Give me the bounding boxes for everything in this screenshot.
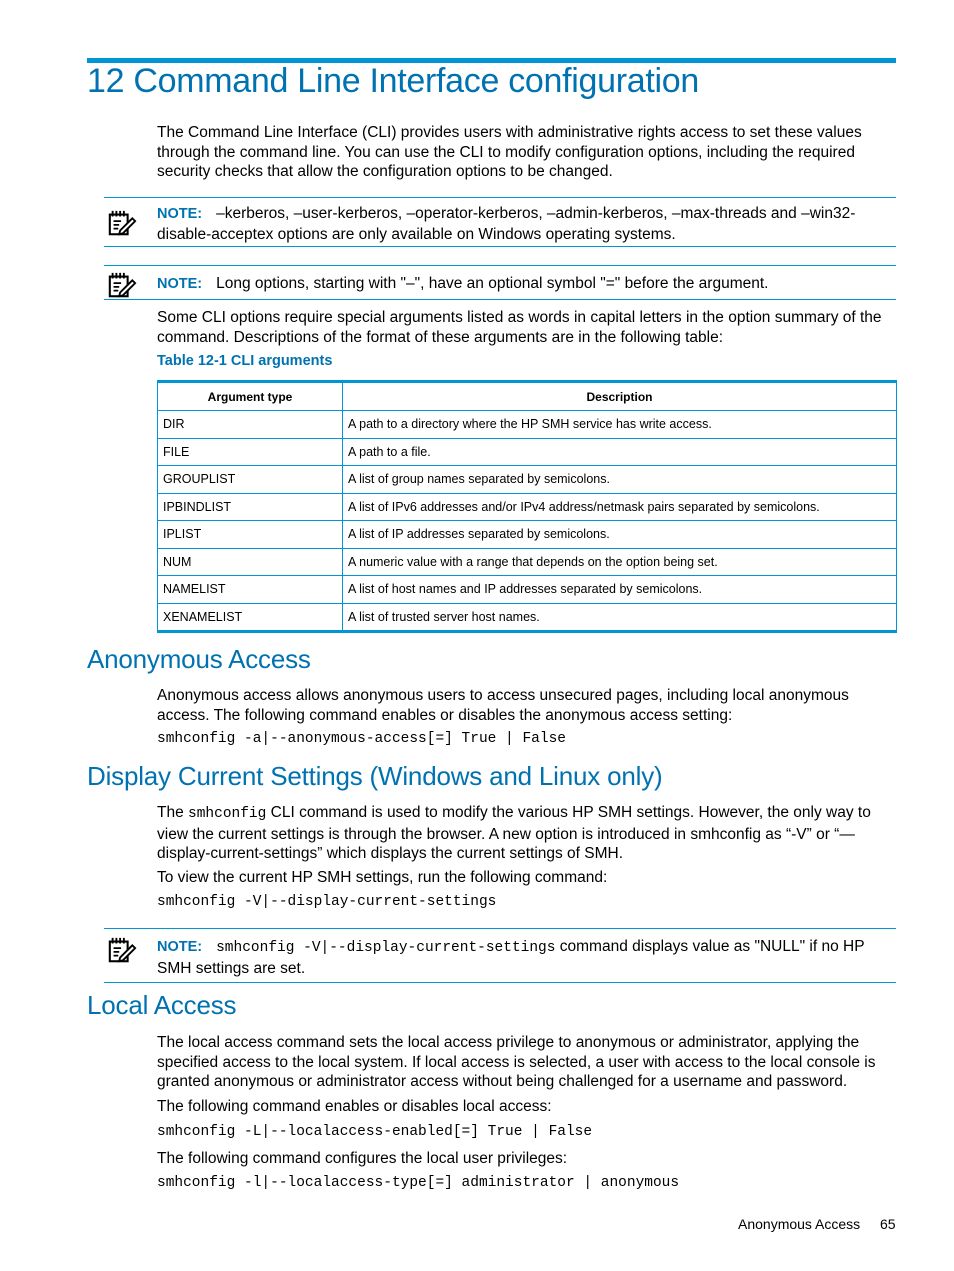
table-row xyxy=(158,548,897,576)
note-icon xyxy=(107,935,137,965)
local-privileges-command: smhconfig -l|--localaccess-type[=] administrator | anonymous xyxy=(157,1175,680,1191)
note-text: command displays value as "NULL" if no HP SMH settings are set. xyxy=(157,938,865,977)
display-settings-command: smhconfig -V|--display-current-settings xyxy=(157,894,497,910)
argument-type-cell: NUM xyxy=(158,548,343,576)
text-segment: CLI command is used to modify the various HP SMH settings. However, the only way to view the current settings is through the browser. A new option is introduced in smhconfig as “-V” or “—display-current-settings” which displays the current settings of SMH. xyxy=(157,804,871,862)
local-access-text-2: The following command enables or disables local access: xyxy=(157,1098,552,1115)
note-label: NOTE: xyxy=(157,939,203,955)
description-cell: A path to a file. xyxy=(343,438,897,466)
argument-type-cell: DIR xyxy=(158,411,343,439)
description-cell: A path to a directory where the HP SMH service has write access. xyxy=(343,411,897,439)
argument-type-cell: IPLIST xyxy=(158,521,343,549)
description-cell: A list of group names separated by semicolons. xyxy=(343,466,897,494)
column-header: Argument type xyxy=(158,382,343,411)
table-header-row xyxy=(158,382,897,411)
argument-type-cell: XENAMELIST xyxy=(158,603,343,632)
display-settings-text xyxy=(157,803,897,864)
note-box xyxy=(104,265,896,300)
page-number: 65 xyxy=(880,1216,896,1232)
table-row xyxy=(158,493,897,521)
text-segment: The xyxy=(157,804,189,821)
note-icon xyxy=(107,270,137,300)
local-access-text: The local access command sets the local access privilege to anonymous or administrator, applying the specified access to the local system. If local access is selected, a user with access to the local console is granted anonymous or administrator access without being challenged for a username and password. xyxy=(157,1034,876,1090)
table-caption: Table 12-1 CLI arguments xyxy=(157,353,333,369)
argument-type-cell: NAMELIST xyxy=(158,576,343,604)
local-access-command: smhconfig -L|--localaccess-enabled[=] True | False xyxy=(157,1124,593,1140)
note-label: NOTE: xyxy=(157,206,203,222)
arguments-intro: Some CLI options require special arguments listed as words in capital letters in the option summary of the command. Descriptions of the format of these arguments are in the following table: xyxy=(157,309,882,346)
anonymous-access-text: Anonymous access allows anonymous users to access unsecured pages, including local anonymous access. The following command enables or disables the anonymous access setting: xyxy=(157,687,849,724)
note-text: Long options, starting with "–", have an optional symbol "=" before the argument. xyxy=(216,275,769,292)
cli-arguments-table xyxy=(157,380,897,633)
chapter-title: 12 Command Line Interface configuration xyxy=(87,62,700,100)
note-text: –kerberos, –user-kerberos, –operator-kerberos, –admin-kerberos, –max-threads and –win32-disable-acceptex options are only available on Windows operating systems. xyxy=(157,205,856,243)
description-cell: A list of trusted server host names. xyxy=(343,603,897,632)
inline-code: smhconfig -V|--display-current-settings xyxy=(216,940,556,956)
argument-type-cell: FILE xyxy=(158,438,343,466)
description-cell: A list of IPv6 addresses and/or IPv4 address/netmask pairs separated by semicolons. xyxy=(343,493,897,521)
local-access-heading: Local Access xyxy=(87,990,237,1020)
note-icon xyxy=(107,208,137,238)
table-row xyxy=(158,411,897,439)
description-cell: A list of IP addresses separated by semicolons. xyxy=(343,521,897,549)
column-header: Description xyxy=(343,382,897,411)
table-row xyxy=(158,466,897,494)
table-row xyxy=(158,521,897,549)
inline-code: smhconfig xyxy=(188,806,267,822)
description-cell: A list of host names and IP addresses separated by semicolons. xyxy=(343,576,897,604)
chapter-intro: The Command Line Interface (CLI) provides users with administrative rights access to set these values through the command line. You can use the CLI to modify configuration options, including the required security checks that allow the configuration options to be changed. xyxy=(157,124,862,180)
anonymous-access-command: smhconfig -a|--anonymous-access[=] True | False xyxy=(157,731,566,747)
footer-section: Anonymous Access xyxy=(738,1216,861,1232)
anonymous-access-heading: Anonymous Access xyxy=(87,644,311,674)
argument-type-cell: IPBINDLIST xyxy=(158,493,343,521)
table-row xyxy=(158,438,897,466)
note-box xyxy=(104,928,896,983)
display-settings-heading: Display Current Settings (Windows and Linux only) xyxy=(87,761,663,791)
description-cell: A numeric value with a range that depends on the option being set. xyxy=(343,548,897,576)
table-row xyxy=(158,603,897,632)
argument-type-cell: GROUPLIST xyxy=(158,466,343,494)
local-access-text-3: The following command configures the local user privileges: xyxy=(157,1150,568,1167)
note-label: NOTE: xyxy=(157,276,203,292)
note-box xyxy=(104,197,896,247)
display-settings-text-2: To view the current HP SMH settings, run the following command: xyxy=(157,869,608,886)
table-row xyxy=(158,576,897,604)
